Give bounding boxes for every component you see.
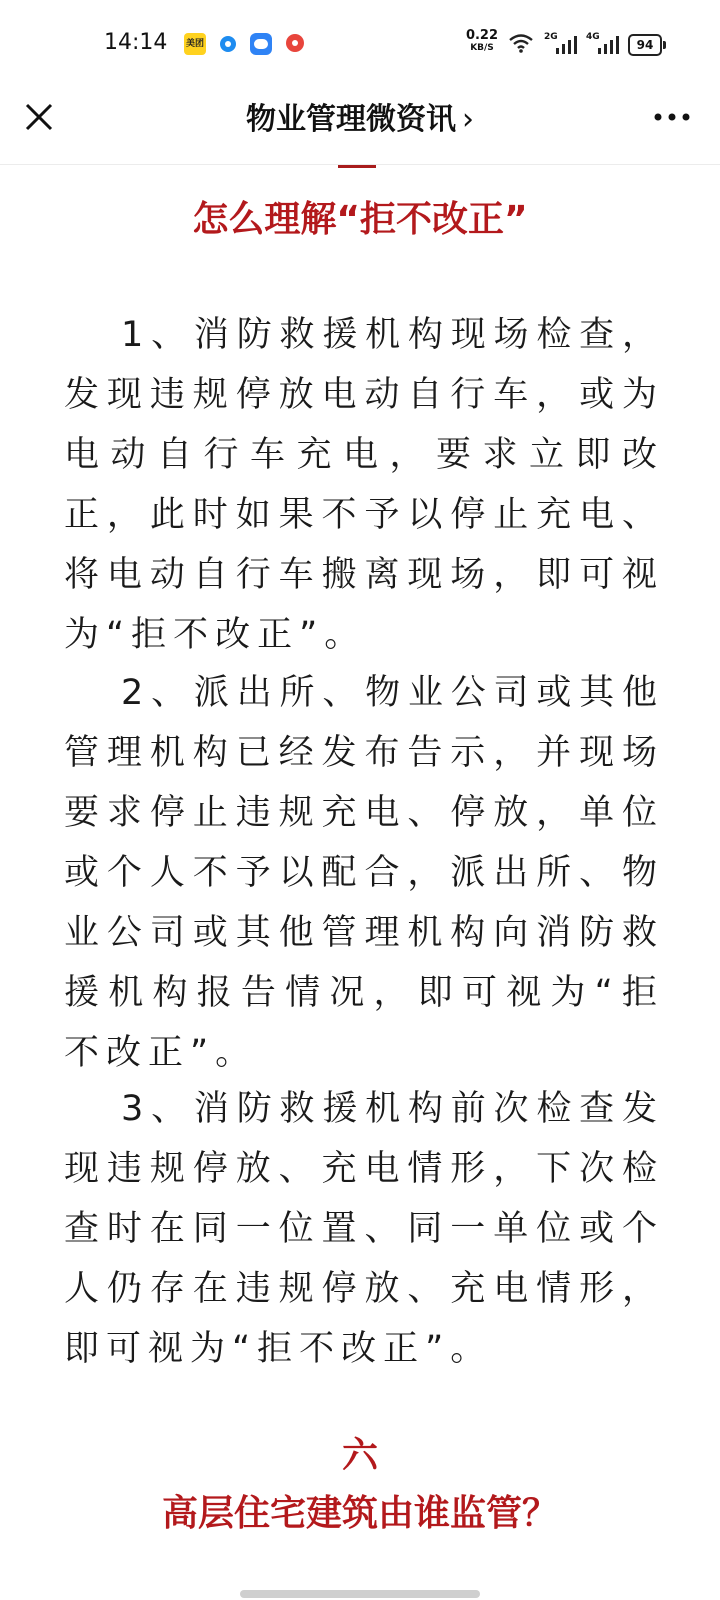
chevron-right-icon: ›	[462, 102, 474, 137]
article-paragraph: 2、派出所、物业公司或其他管理机构已经发布告示，并现场要求停止违规充电、停放，单位或个人不予以配合，派出所、物业公司或其他管理机构向消防救援机构报告情况，即可视为“拒不改正”。	[64, 673, 664, 1073]
section-heading: 怎么理解“拒不改正”	[192, 199, 528, 240]
article-paragraph: 3、消防救援机构前次检查发现违规停放、充电情形，下次检查时在同一位置、同一单位或个人仍存在违规停放、充电情形，即可视为“拒不改正”。	[64, 1089, 664, 1369]
network-speed-unit: KB/S	[470, 43, 494, 53]
signal-2-label: 4G	[586, 32, 600, 42]
wifi-icon	[508, 32, 534, 54]
signal-icon	[544, 32, 580, 54]
location-app-icon	[286, 34, 304, 52]
cloud-app-icon	[250, 33, 272, 55]
section-heading: 高层住宅建筑由谁监管？	[161, 1493, 558, 1534]
status-bar	[0, 0, 720, 80]
network-speed-value: 0.22	[465, 28, 499, 43]
section-divider	[338, 165, 376, 168]
top-nav-bar	[0, 80, 720, 165]
article-paragraph: 1、消防救援机构现场检查，发现违规停放电动自行车，或为电动自行车充电，要求立即改正，此时如果不予以停止充电、将电动自行车搬离现场，即可视为“拒不改正”。	[64, 315, 664, 655]
account-title[interactable]	[0, 100, 720, 140]
battery-icon: 94	[628, 34, 662, 56]
section-number: 六	[341, 1435, 378, 1476]
status-time: 14:14	[104, 30, 168, 55]
network-speed	[464, 30, 500, 54]
notification-app-icon	[220, 36, 236, 52]
account-name[interactable]: 物业管理微资讯	[246, 102, 456, 137]
meituan-app-icon: 美团	[184, 33, 206, 55]
signal-1-label: 2G	[544, 32, 558, 42]
home-indicator[interactable]	[240, 1590, 480, 1598]
signal-icon	[586, 32, 622, 54]
more-icon[interactable]	[652, 110, 692, 124]
